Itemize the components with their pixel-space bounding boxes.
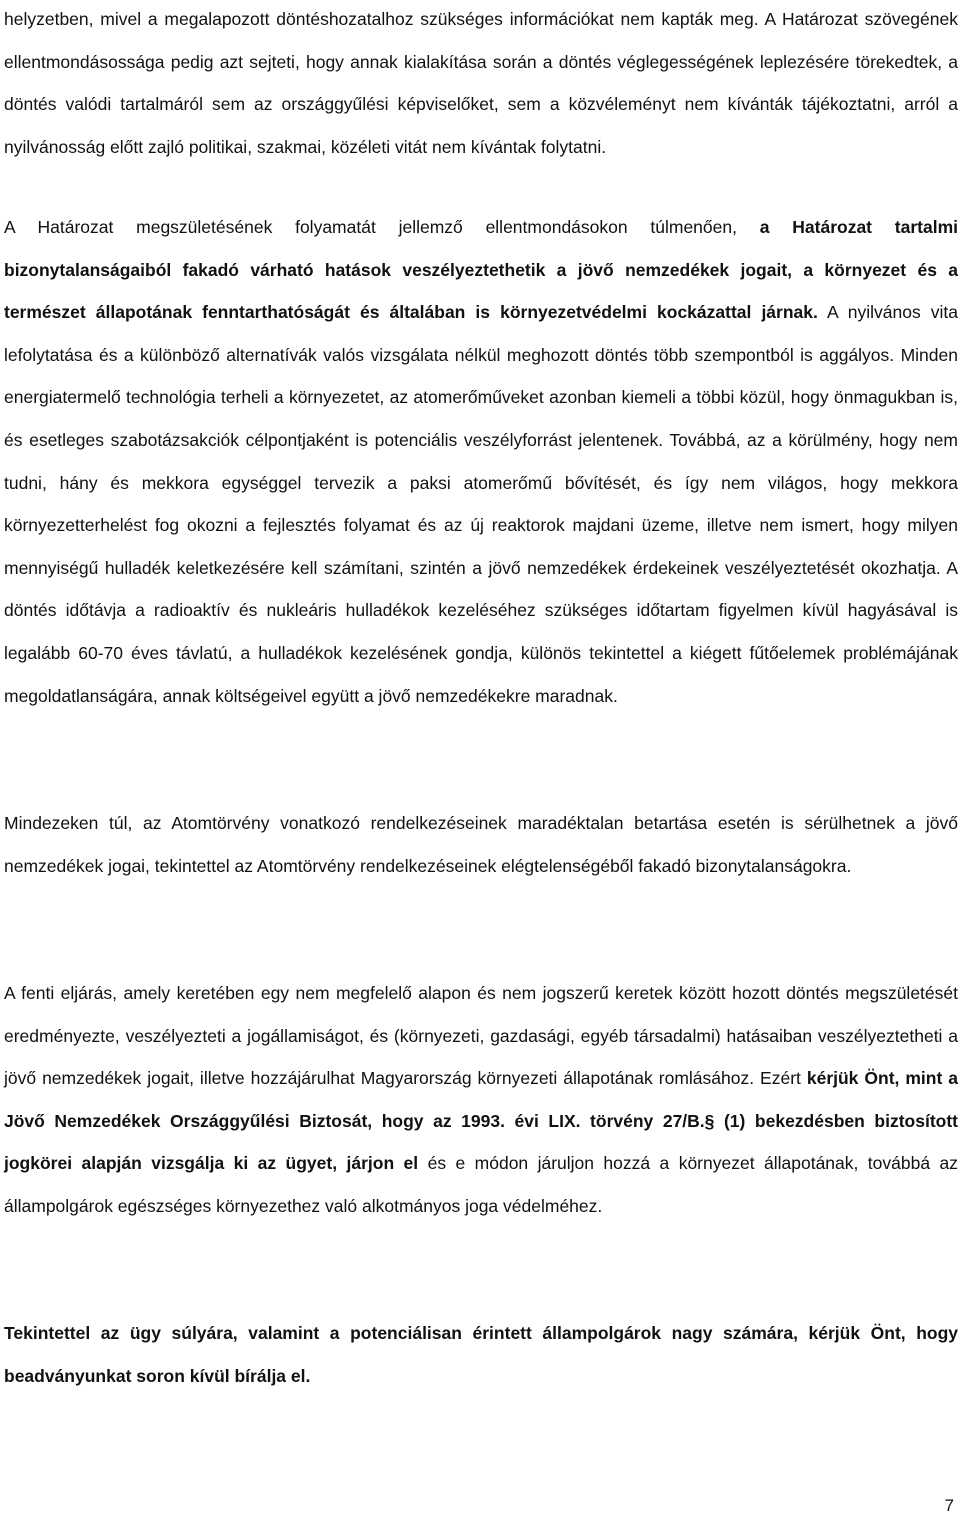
paragraph-text: A nyilvános vita lefolytatása és a különböző alternatívák valós vizsgálata nélkül meghozott döntés több szempontból is aggályos. Minden energiatermelő technológia terheli a környezetet, az atomerőműveket azonban kiemeli a többi közül, hogy önmagukban is, és esetleges szabotázsakciók célpontjaként is potenciális veszélyforrást jelentenek. Továbbá, az a körülmény, hogy nem tudni, hány és mekkora egységgel tervezik a paksi atomerőmű bővítését, és így nem világos, hogy mekkora környezetterhelést fog okozni a fejlesztés folyamat és az új reaktorok majdani üzeme, illetve nem ismert, hogy milyen mennyiségű hulladék keletkezésére kell számítani, szintén a jövő nemzedékek érdekeinek veszélyeztetését okozhatja. A döntés időtávja a radioaktív és nukleáris hulladékok kezeléséhez szükséges időtartam figyelmen kívül hagyásával is legalább 60-70 éves távlatú, a hulladékok kezelésének gondja, különös tekintettel a kiégett fűtőelemek problémájának megoldatlanságára, annak költségeivel együtt a jövő nemzedékekre maradnak.	[4, 302, 958, 706]
paragraph-text: A Határozat megszületésének folyamatát jellemző ellentmondásokon túlmenően,	[4, 217, 760, 237]
paragraph-request	[4, 972, 958, 1228]
paragraph-text: A fenti eljárás, amely keretében egy nem megfelelő alapon és nem jogszerű keretek között hozott döntés megszületését eredményezte, veszélyezteti a jogállamiságot, és (környezeti, gazdasági, egyéb társadalmi) hatásaiban veszélyeztetheti a jövő nemzedékek jogait, illetve hozzájárulhat Magyarország környezeti állapotának romlásához. Ezért	[4, 983, 958, 1089]
paragraph-text: helyzetben, mivel a megalapozott döntéshozatalhoz szükséges információkat nem kapták meg. A Határozat szövegének ellentmondásossága pedig azt sejteti, hogy annak kialakítása során a döntés véglegességének leplezésére törekedtek, a döntés valódi tartalmáról sem az országgyűlési képviselőket, sem a közvéleményt nem kívánták tájékoztatni, arról a nyilvánosság előtt zajló politikai, szakmai, közéleti vitát nem kívántak folytatni.	[4, 9, 958, 157]
paragraph-intro	[4, 0, 958, 168]
paragraph-impacts	[4, 206, 958, 717]
paragraph-atomic-law	[4, 802, 958, 887]
paragraph-bold-text: a Határozat tartalmi bizonytalanságaiból fakadó várható hatások veszélyeztethetik a jövő nemzedékek jogait, a környezet és a természet állapotának fenntarthatóságát és általában is környezetvédelmi kockázattal járnak.	[4, 217, 958, 323]
page-number: 7	[944, 1496, 954, 1515]
paragraph-bold-text: Tekintettel az ügy súlyára, valamint a potenciálisan érintett állampolgárok nagy számára, kérjük Önt, hogy beadványunkat soron kívül bírálja el.	[4, 1323, 958, 1386]
paragraph-urgency	[4, 1312, 958, 1397]
paragraph-bold-text: kérjük Önt, mint a Jövő Nemzedékek Országgyűlési Biztosát, hogy az 1993. évi LIX. törvény 27/B.§ (1) bekezdésben biztosított jogkörei alapján vizsgálja ki az ügyet, járjon el	[4, 1068, 958, 1174]
paragraph-text: és e módon járuljon hozzá a környezet állapotának, továbbá az állampolgárok egészséges környezethez való alkotmányos joga védelméhez.	[4, 1153, 958, 1216]
paragraph-text: Mindezeken túl, az Atomtörvény vonatkozó rendelkezéseinek maradéktalan betartása esetén is sérülhetnek a jövő nemzedékek jogai, tekintettel az Atomtörvény rendelkezéseinek elégtelenségéből fakadó bizonytalanságokra.	[4, 813, 958, 876]
